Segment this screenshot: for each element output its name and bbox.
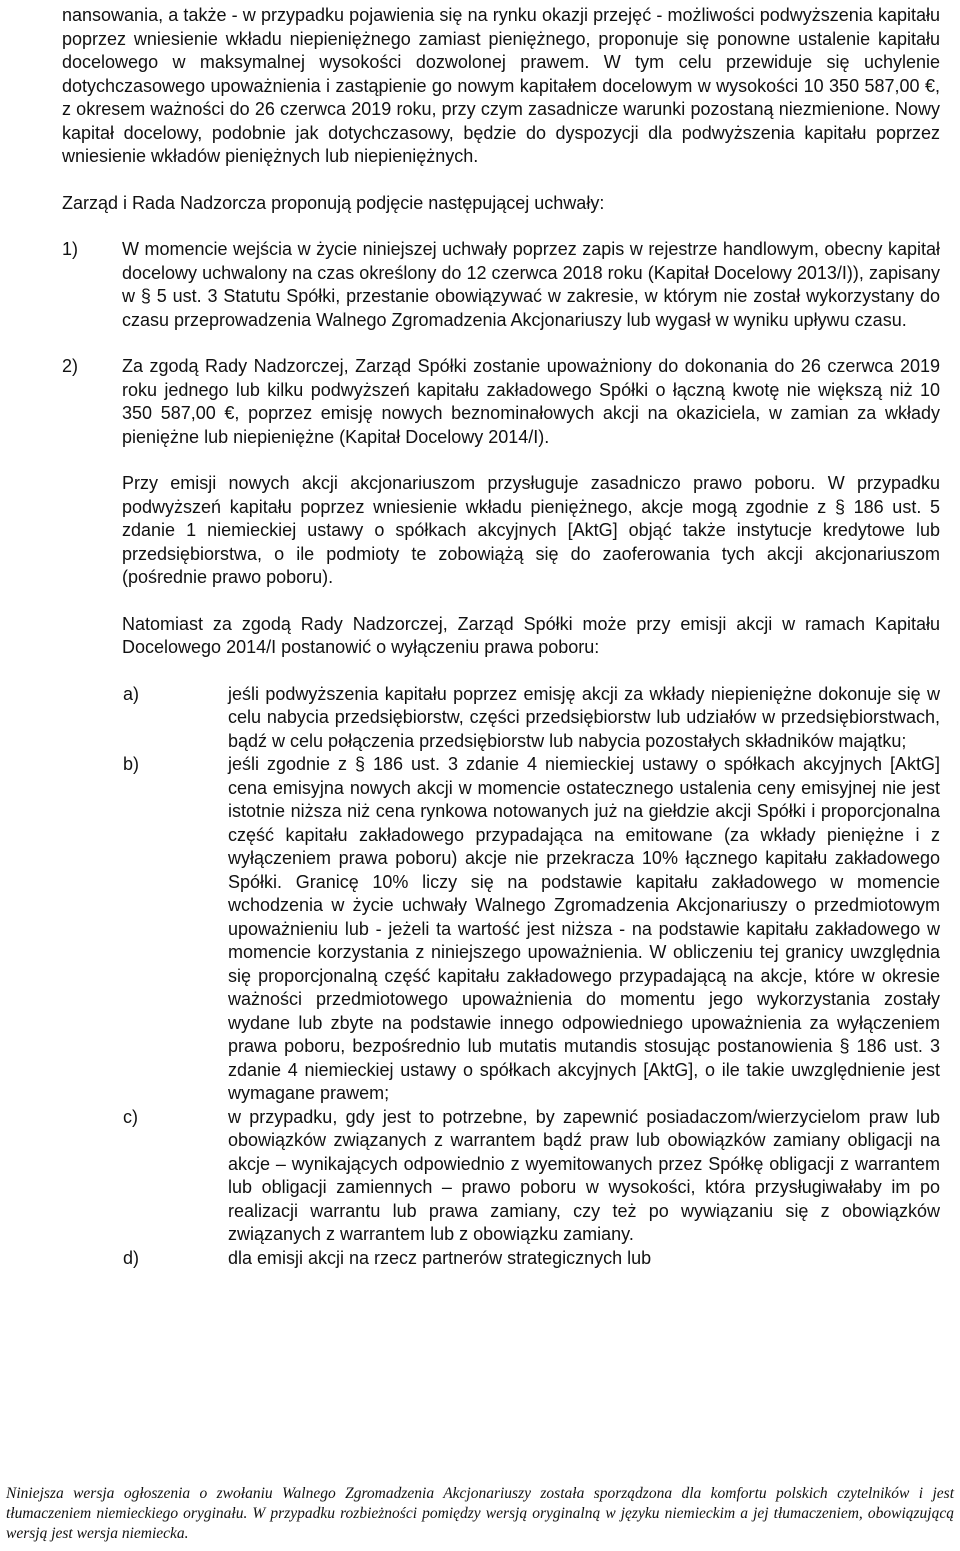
item-number: 1) xyxy=(62,239,79,259)
exclusion-list xyxy=(62,683,940,1271)
item-paragraph-pre-emption: Przy emisji nowych akcji akcjonariuszom przysługuje zasadniczo prawo poboru. W przypadku podwyższeń kapitału poprzez wniesienie wkładu pieniężnego, akcje mogą zgodnie z § 186 ust. 5 zdanie 1 niemieckiej ustawy o spółkach akcyjnych [AktG] objąć także instytucje kredytowe lub przedsiębiorstwa, o ile podmioty te zobowiążą się do zaoferowania tych akcji akcjonariuszom (pośrednie prawo poboru). xyxy=(122,473,940,587)
list-text: jeśli podwyższenia kapitału poprzez emisję akcji za wkłady niepieniężne dokonuje się w celu nabycia przedsiębiorstw, części przedsiębiorstw lub udziałów w przedsiębiorstwach, bądź w celu połączenia przedsiębiorstw lub nabycia pozostałych składników majątku; xyxy=(228,683,940,751)
list-item xyxy=(123,1106,940,1247)
item-text: Za zgodą Rady Nadzorczej, Zarząd Spółki zostanie upoważniony do dokonania do 26 czerwca 2019 roku jednego lub kilku podwyższeń kapitału zakładowego Spółki o łączną kwotę nie większą niż 10 350 587,00 €, poprzez emisję nowych beznominałowych akcji na okaziciela, w zamian za wkłady pieniężne lub niepieniężne (Kapitał Docelowy 2014/I). xyxy=(122,356,940,447)
item-number: 2) xyxy=(62,356,79,376)
resolution-lead: Zarząd i Rada Nadzorcza proponują podjęcie następującej uchwały: xyxy=(62,192,605,213)
document-page xyxy=(62,0,940,1270)
item-paragraph-exclusion: Natomiast za zgodą Rady Nadzorczej, Zarząd Spółki może przy emisji akcji w ramach Kapitału Docelowego 2014/I postanowić o wyłączeniu prawa poboru: xyxy=(122,613,940,657)
list-item xyxy=(123,1247,940,1271)
list-text: jeśli zgodnie z § 186 ust. 3 zdanie 4 niemieckiej ustawy o spółkach akcyjnych [AktG] cena emisyjna nowych akcji w momencie ostatecznego ustalenia ceny emisyjnej nie jest istotnie niższa niż cena rynkowa notowanych już na giełdzie akcji Spółki i proporcjonalna część kapitału zakładowego przypadająca na emitowane (za wkłady pieniężne i z wyłączeniem prawa poboru) akcje nie przekracza 10% łącznego kapitału zakładowego Spółki. Granicę 10% liczy się na podstawie kapitału zakładowego w momencie wchodzenia w życie uchwały Walnego Zgromadzenia Akcjonariuszy o przedmiotowym upoważnieniu lub - jeżeli ta wartość jest niższa - na podstawie kapitału zakładowego w momencie korzystania z niniejszego upoważnienia. W obliczeniu tej granicy uwzględnia się proporcjonalną część kapitału zakładowego przypadającą na akcje, które w okresie ważności przedmiotowego upoważnienia do momentu jego wykorzystania zostały wydane lub zbyte na podstawie innego odpowiedniego upoważnienia za wyłączeniem prawa poboru, bezpośrednio lub mutatis mutandis stosując postanowienia § 186 ust. 3 zdanie 4 niemieckiej ustawy o spółkach akcyjnych [AktG], o ile takie uwzględnienie jest wymagane prawem; xyxy=(228,754,940,1103)
list-item xyxy=(123,753,940,1106)
list-text: dla emisji akcji na rzecz partnerów strategicznych lub xyxy=(228,1247,652,1268)
item-text: W momencie wejścia w życie niniejszej uchwały poprzez zapis w rejestrze handlowym, obecny kapitał docelowy uchwalony na czas określony do 12 czerwca 2018 roku (Kapitał Docelowy 2013/I)), zapisany w § 5 ust. 3 Statutu Spółki, przestanie obowiązywać w zakresie, w którym nie został wykorzystany do czasu przeprowadzenia Walnego Zgromadzenia Akcjonariuszy lub wygasł w wyniku upływu czasu. xyxy=(122,239,940,330)
list-letter: c) xyxy=(123,1106,138,1127)
list-item xyxy=(123,683,940,754)
intro-paragraph: nansowania, a także - w przypadku pojawienia się na rynku okazji przejęć - możliwości podwyższenia kapitału poprzez wniesienie wkładu niepieniężnego zamiast pieniężnego, proponuje się ponowne ustalenie kapitału docelowego w maksymalnej wysokości dozwolonej prawem. W tym celu przewiduje się uchylenie dotychczasowego upoważnienia i zastąpienie go nowym kapitałem docelowym w wysokości 10 350 587,00 €, z okresem ważności do 26 czerwca 2019 roku, przy czym zasadnicze warunki pozostaną niezmienione. Nowy kapitał docelowy, podobnie jak dotychczasowy, będzie do dyspozycji dla podwyższenia kapitału poprzez wniesienie wkładów pieniężnych lub niepieniężnych. xyxy=(62,5,940,166)
list-letter: b) xyxy=(123,754,140,774)
resolution-item-2 xyxy=(62,355,940,660)
list-text: w przypadku, gdy jest to potrzebne, by zapewnić posiadaczom/wierzycielom praw lub obowiązków związanych z warrantem bądź praw lub obowiązków zamiany obligacji na akcje – wynikających odpowiednio z wyemitowanych przez Spółkę obligacji z warrantem lub obligacji zamiennych – prawo poboru w wysokości, która przysługiwałaby im po realizacji warrantu lub prawa zamiany, czy też po wywiązaniu się z obowiązków związanych z warrantem lub z obowiązku zamiany. xyxy=(228,1106,940,1244)
translation-disclaimer-footer: Niniejsza wersja ogłoszenia o zwołaniu Walnego Zgromadzenia Akcjonariuszy została sporządzona dla komfortu polskich czytelników i jest tłumaczeniem niemieckiego oryginału. W przypadku rozbieżności pomiędzy wersją oryginalną w języku niemieckim a jej tłumaczeniem, obowiązującą wersją jest wersja niemiecka. xyxy=(6,1485,954,1542)
list-letter: d) xyxy=(123,1247,140,1268)
list-letter: a) xyxy=(123,683,140,704)
resolution-item-1 xyxy=(62,238,940,332)
